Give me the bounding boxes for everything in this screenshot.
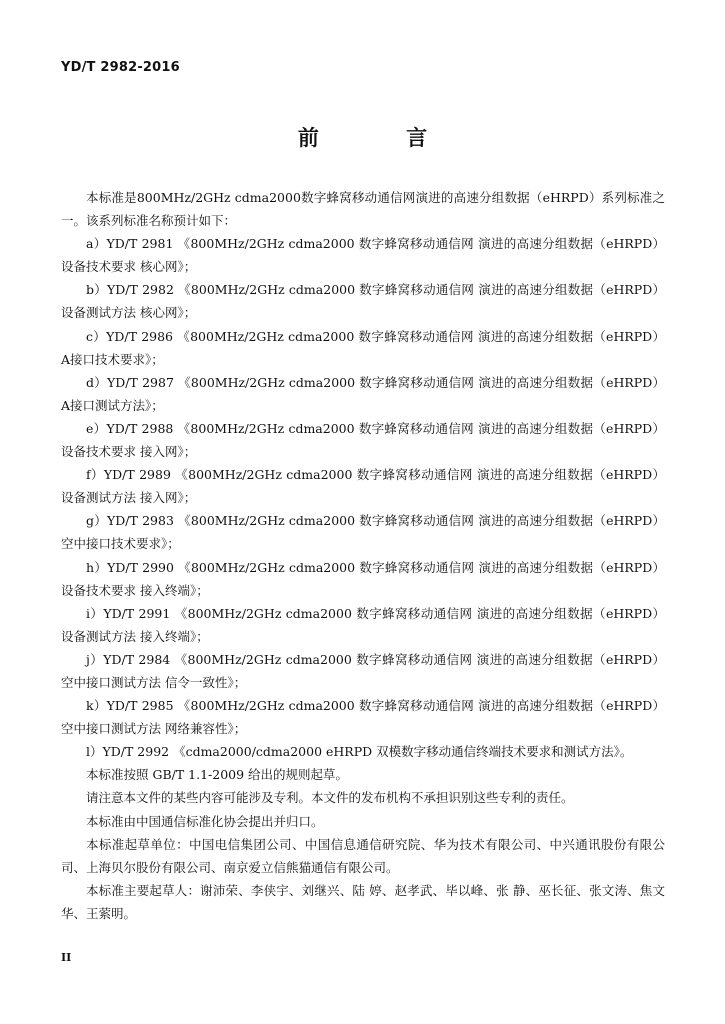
list-item-j: j）YD/T 2984 《800MHz/2GHz cdma2000 数字蜂窝移动通信网 演进的高速分组数据（eHRPD）空中接口测试方法 信令一致性》； bbox=[61, 651, 665, 690]
list-item-k: k）YD/T 2985 《800MHz/2GHz cdma2000 数字蜂窝移动通信网 演进的高速分组数据（eHRPD）空中接口测试方法 网络兼容性》； bbox=[61, 698, 665, 737]
drafters-paragraph: 本标准主要起草人：谢沛荣、李侠宇、刘继兴、陆 婷、赵孝武、毕以峰、张 静、巫长征、张文涛、焦文华、王萦明。 bbox=[61, 882, 665, 921]
list-item-d: d）YD/T 2987 《800MHz/2GHz cdma2000 数字蜂窝移动通信网 演进的高速分组数据（eHRPD）A接口测试方法》； bbox=[61, 374, 665, 413]
intro-paragraph: 本标准是800MHz/2GHz cdma2000数字蜂窝移动通信网演进的高速分组数据（eHRPD）系列标准之一。该系列标准名称预计如下： bbox=[61, 190, 665, 229]
list-item-b: b）YD/T 2982 《800MHz/2GHz cdma2000 数字蜂窝移动通信网 演进的高速分组数据（eHRPD）设备测试方法 核心网》； bbox=[61, 282, 665, 321]
drafting-rules-paragraph: 本标准按照 GB/T 1.1-2009 给出的规则起草。 bbox=[86, 767, 349, 783]
page-number: II bbox=[61, 951, 72, 964]
foreword-body bbox=[61, 186, 665, 925]
drafting-units-paragraph: 本标准起草单位：中国电信集团公司、中国信息通信研究院、华为技术有限公司、中兴通讯股份有限公司、上海贝尔股份有限公司、南京爱立信熊猫通信有限公司。 bbox=[61, 836, 665, 875]
document-code: YD/T 2982-2016 bbox=[61, 60, 180, 75]
list-item-c: c）YD/T 2986 《800MHz/2GHz cdma2000 数字蜂窝移动通信网 演进的高速分组数据（eHRPD）A接口技术要求》； bbox=[61, 328, 665, 367]
list-item-h: h）YD/T 2990 《800MHz/2GHz cdma2000 数字蜂窝移动通信网 演进的高速分组数据（eHRPD）设备技术要求 接入终端》； bbox=[61, 559, 665, 598]
proposer-paragraph: 本标准由中国通信标准化协会提出并归口。 bbox=[86, 813, 324, 829]
list-item-l: l）YD/T 2992 《cdma2000/cdma2000 eHRPD 双模数字移动通信终端技术要求和测试方法》。 bbox=[86, 744, 633, 760]
list-item-i: i）YD/T 2991 《800MHz/2GHz cdma2000 数字蜂窝移动通信网 演进的高速分组数据（eHRPD）设备测试方法 接入终端》； bbox=[61, 605, 665, 644]
list-item-f: f）YD/T 2989 《800MHz/2GHz cdma2000 数字蜂窝移动通信网 演进的高速分组数据（eHRPD）设备测试方法 接入网》； bbox=[61, 467, 665, 506]
list-item-g: g）YD/T 2983 《800MHz/2GHz cdma2000 数字蜂窝移动通信网 演进的高速分组数据（eHRPD）空中接口技术要求》； bbox=[61, 513, 665, 552]
list-item-e: e）YD/T 2988 《800MHz/2GHz cdma2000 数字蜂窝移动通信网 演进的高速分组数据（eHRPD）设备技术要求 接入网》； bbox=[61, 420, 665, 460]
page-title: 前 言 bbox=[297, 126, 468, 150]
list-item-a: a）YD/T 2981 《800MHz/2GHz cdma2000 数字蜂窝移动通信网 演进的高速分组数据（eHRPD）设备技术要求 核心网》； bbox=[61, 236, 665, 275]
patent-notice-paragraph: 请注意本文件的某些内容可能涉及专利。本文件的发布机构不承担识别这些专利的责任。 bbox=[86, 790, 574, 806]
